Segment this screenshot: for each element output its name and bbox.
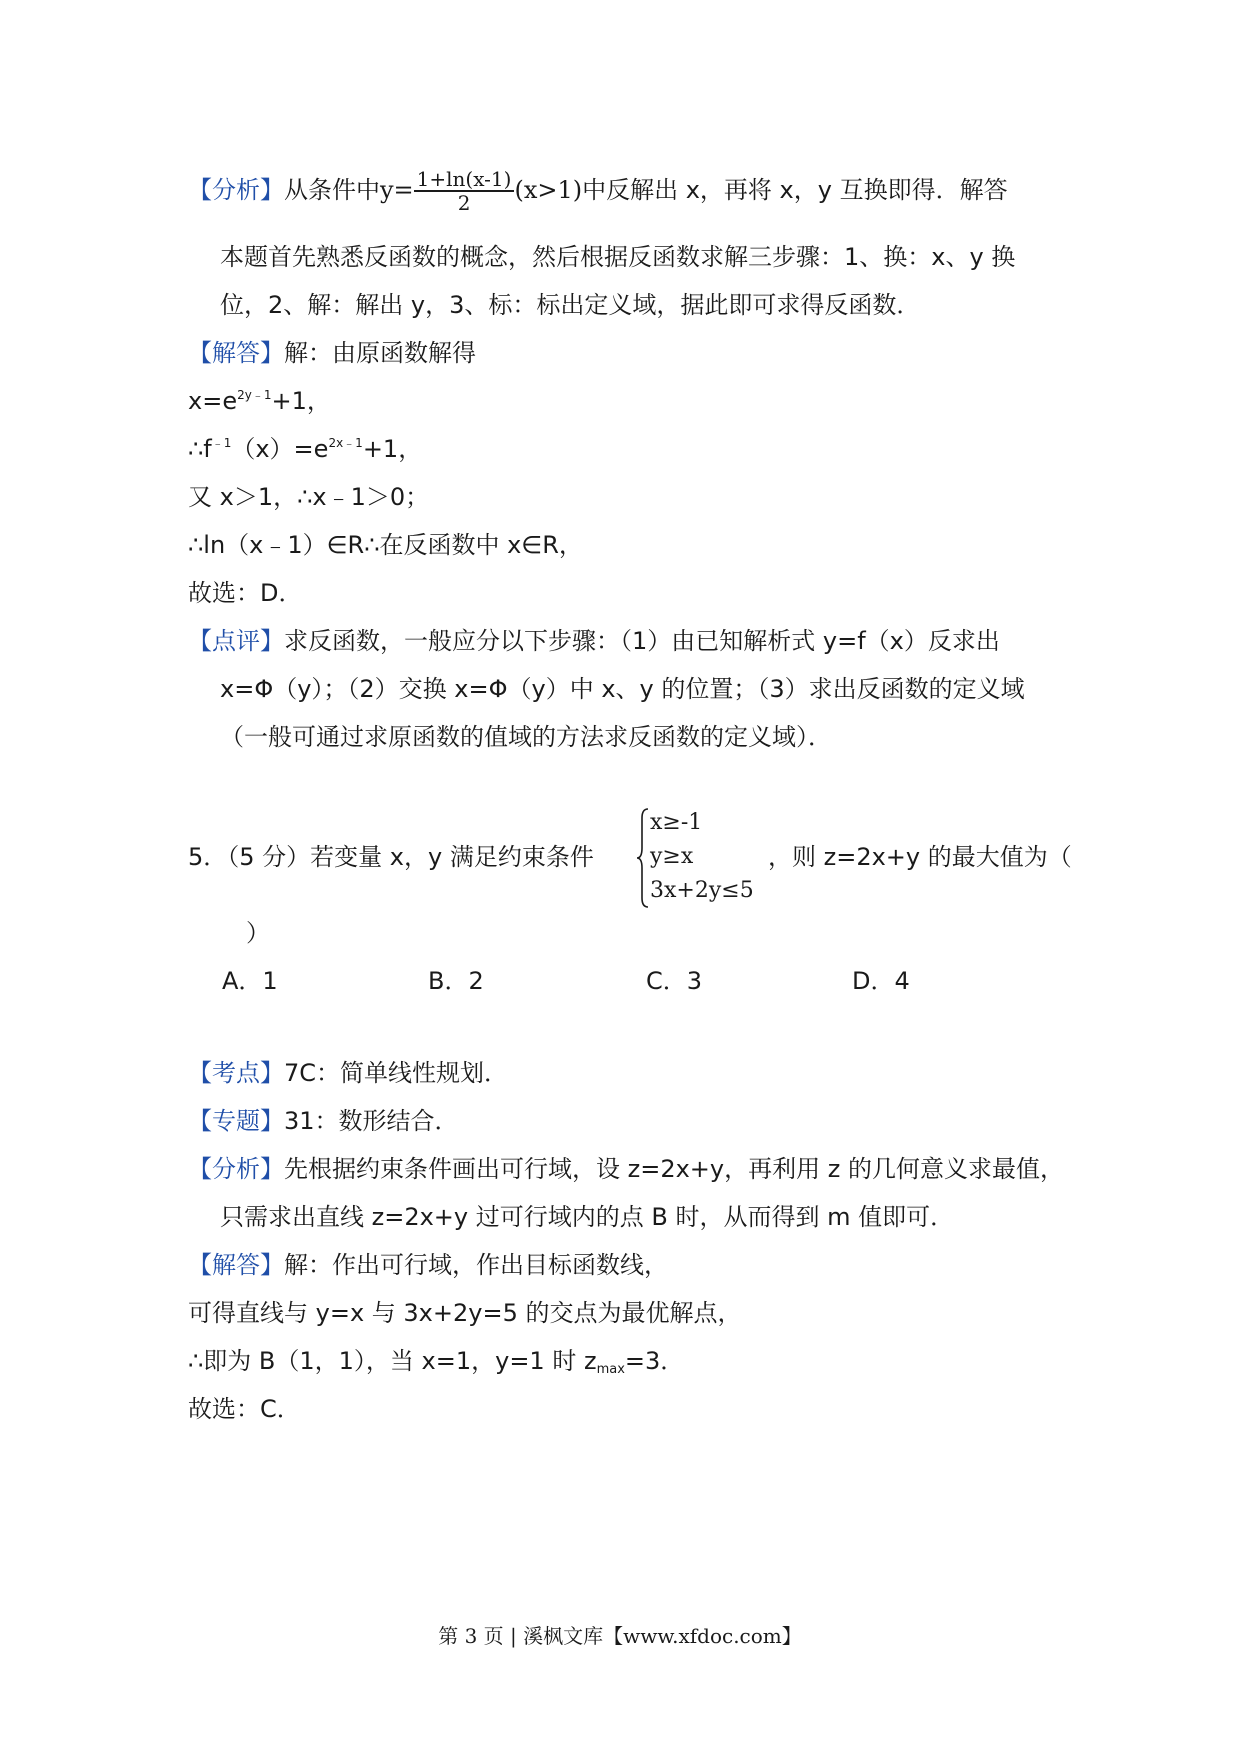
- answer2-text: 解：作出可行域，作出目标函数线，: [284, 1251, 668, 1279]
- option-c: C．3: [646, 967, 703, 995]
- answer-line-3: [188, 432, 1090, 466]
- review-line-3: （一般可通过求原函数的值域的方法求反函数的定义域）．: [220, 723, 832, 751]
- constraint-2: y≥x: [650, 844, 694, 869]
- analysis2-tag: 【分析】: [188, 1155, 284, 1183]
- analysis-line-3: 位，2、解：解出 y，3、标：标出定义域，据此即可求得反函数．: [220, 291, 921, 319]
- question-stem-post: ，则 z=2x+y 的最大值为（: [768, 843, 1072, 871]
- analysis-text: 从条件中: [284, 176, 380, 204]
- option-a: A．1: [222, 967, 278, 995]
- answer-line-2: [188, 384, 1090, 418]
- constraint-system: [636, 806, 766, 910]
- expr-base: x=e: [188, 387, 238, 415]
- answer-text: 解：由原函数解得: [284, 339, 476, 367]
- review-tag: 【点评】: [188, 627, 284, 655]
- analysis2-text: 先根据约束条件画出可行域，设 z=2x+y，再利用 z 的几何意义求最值，: [284, 1155, 1064, 1183]
- zhuanti-text: 31：数形结合．: [284, 1107, 459, 1135]
- subscript-max: max: [596, 1362, 625, 1377]
- analysis2-line-2: 只需求出直线 z=2x+y 过可行域内的点 B 时，从而得到 m 值即可．: [220, 1203, 955, 1231]
- review-text: 求反函数，一般应分以下步骤：（1）由已知解析式 y=f（x）反求出: [284, 627, 1000, 655]
- review-line-2: x=Φ（y）；（2）交换 x=Φ（y）中 x、y 的位置；（3）求出反函数的定义域: [220, 675, 1025, 703]
- expr-base: ∴f: [188, 435, 212, 463]
- review-line-1: [188, 624, 1090, 658]
- answer2-line-2: 可得直线与 y=x 与 3x+2y=5 的交点为最优解点，: [188, 1299, 742, 1327]
- formula-fraction: [414, 168, 515, 214]
- answer2-post: =3．: [624, 1347, 685, 1375]
- question-stem: 5．（5 分）若变量 x，y 满足约束条件: [188, 843, 594, 871]
- analysis-text-post: 中反解出 x，再将 x，y 互换即得．解答: [582, 176, 1008, 204]
- expr-post: +1，: [271, 387, 331, 415]
- kaodian-tag: 【考点】: [188, 1059, 284, 1087]
- constraint-1: x≥-1: [650, 810, 703, 835]
- answer2-line-4: 故选：C．: [188, 1395, 301, 1423]
- expr-post: +1，: [362, 435, 423, 463]
- analysis2-line-1: [188, 1152, 1090, 1186]
- kaodian-line: [188, 1056, 1090, 1090]
- answer-tag: 【解答】: [188, 339, 284, 367]
- zhuanti-line: [188, 1104, 1090, 1138]
- answer-line-4: 又 x＞1，∴x﹣1＞0；: [188, 483, 430, 511]
- kaodian-text: 7C：简单线性规划．: [284, 1059, 509, 1087]
- answer-line-1: [188, 336, 1090, 370]
- constraint-3: 3x+2y≤5: [650, 878, 754, 903]
- answer2-line-3: [188, 1344, 1090, 1378]
- answer-line-6: 故选：D．: [188, 579, 303, 607]
- analysis-line-2: 本题首先熟悉反函数的概念，然后根据反函数求解三步骤：1、换：x、y 换: [220, 243, 1016, 271]
- formula-condition: (x>1): [514, 176, 583, 204]
- option-b: B．2: [428, 967, 484, 995]
- analysis-line-1: [188, 168, 1090, 214]
- answer2-line-1: [188, 1248, 1090, 1282]
- page-footer: 第 3 页 | 溪枫文库【www.xfdoc.com】: [438, 1624, 802, 1648]
- zhuanti-tag: 【专题】: [188, 1107, 284, 1135]
- answer2-pre: ∴即为 B（1，1），当 x=1，y=1 时 z: [188, 1347, 597, 1375]
- expr-mid: （x）=e: [231, 435, 329, 463]
- answer2-tag: 【解答】: [188, 1251, 284, 1279]
- left-brace-icon: [636, 806, 650, 910]
- answer-line-5: ∴ln（x﹣1）∈R∴在反函数中 x∈R，: [188, 531, 583, 559]
- question-stem-close: ）: [246, 919, 270, 947]
- formula-y: y=: [380, 176, 414, 204]
- expr-exponent: ﹣1: [211, 436, 232, 450]
- option-d: D．4: [852, 967, 910, 995]
- analysis-tag: 【分析】: [188, 176, 284, 204]
- formula-numerator: 1+ln(x-1): [414, 168, 515, 192]
- formula-denominator: 2: [457, 191, 471, 215]
- expr-exponent: 2y﹣1: [237, 388, 272, 402]
- expr-exponent-2: 2x﹣1: [328, 436, 363, 450]
